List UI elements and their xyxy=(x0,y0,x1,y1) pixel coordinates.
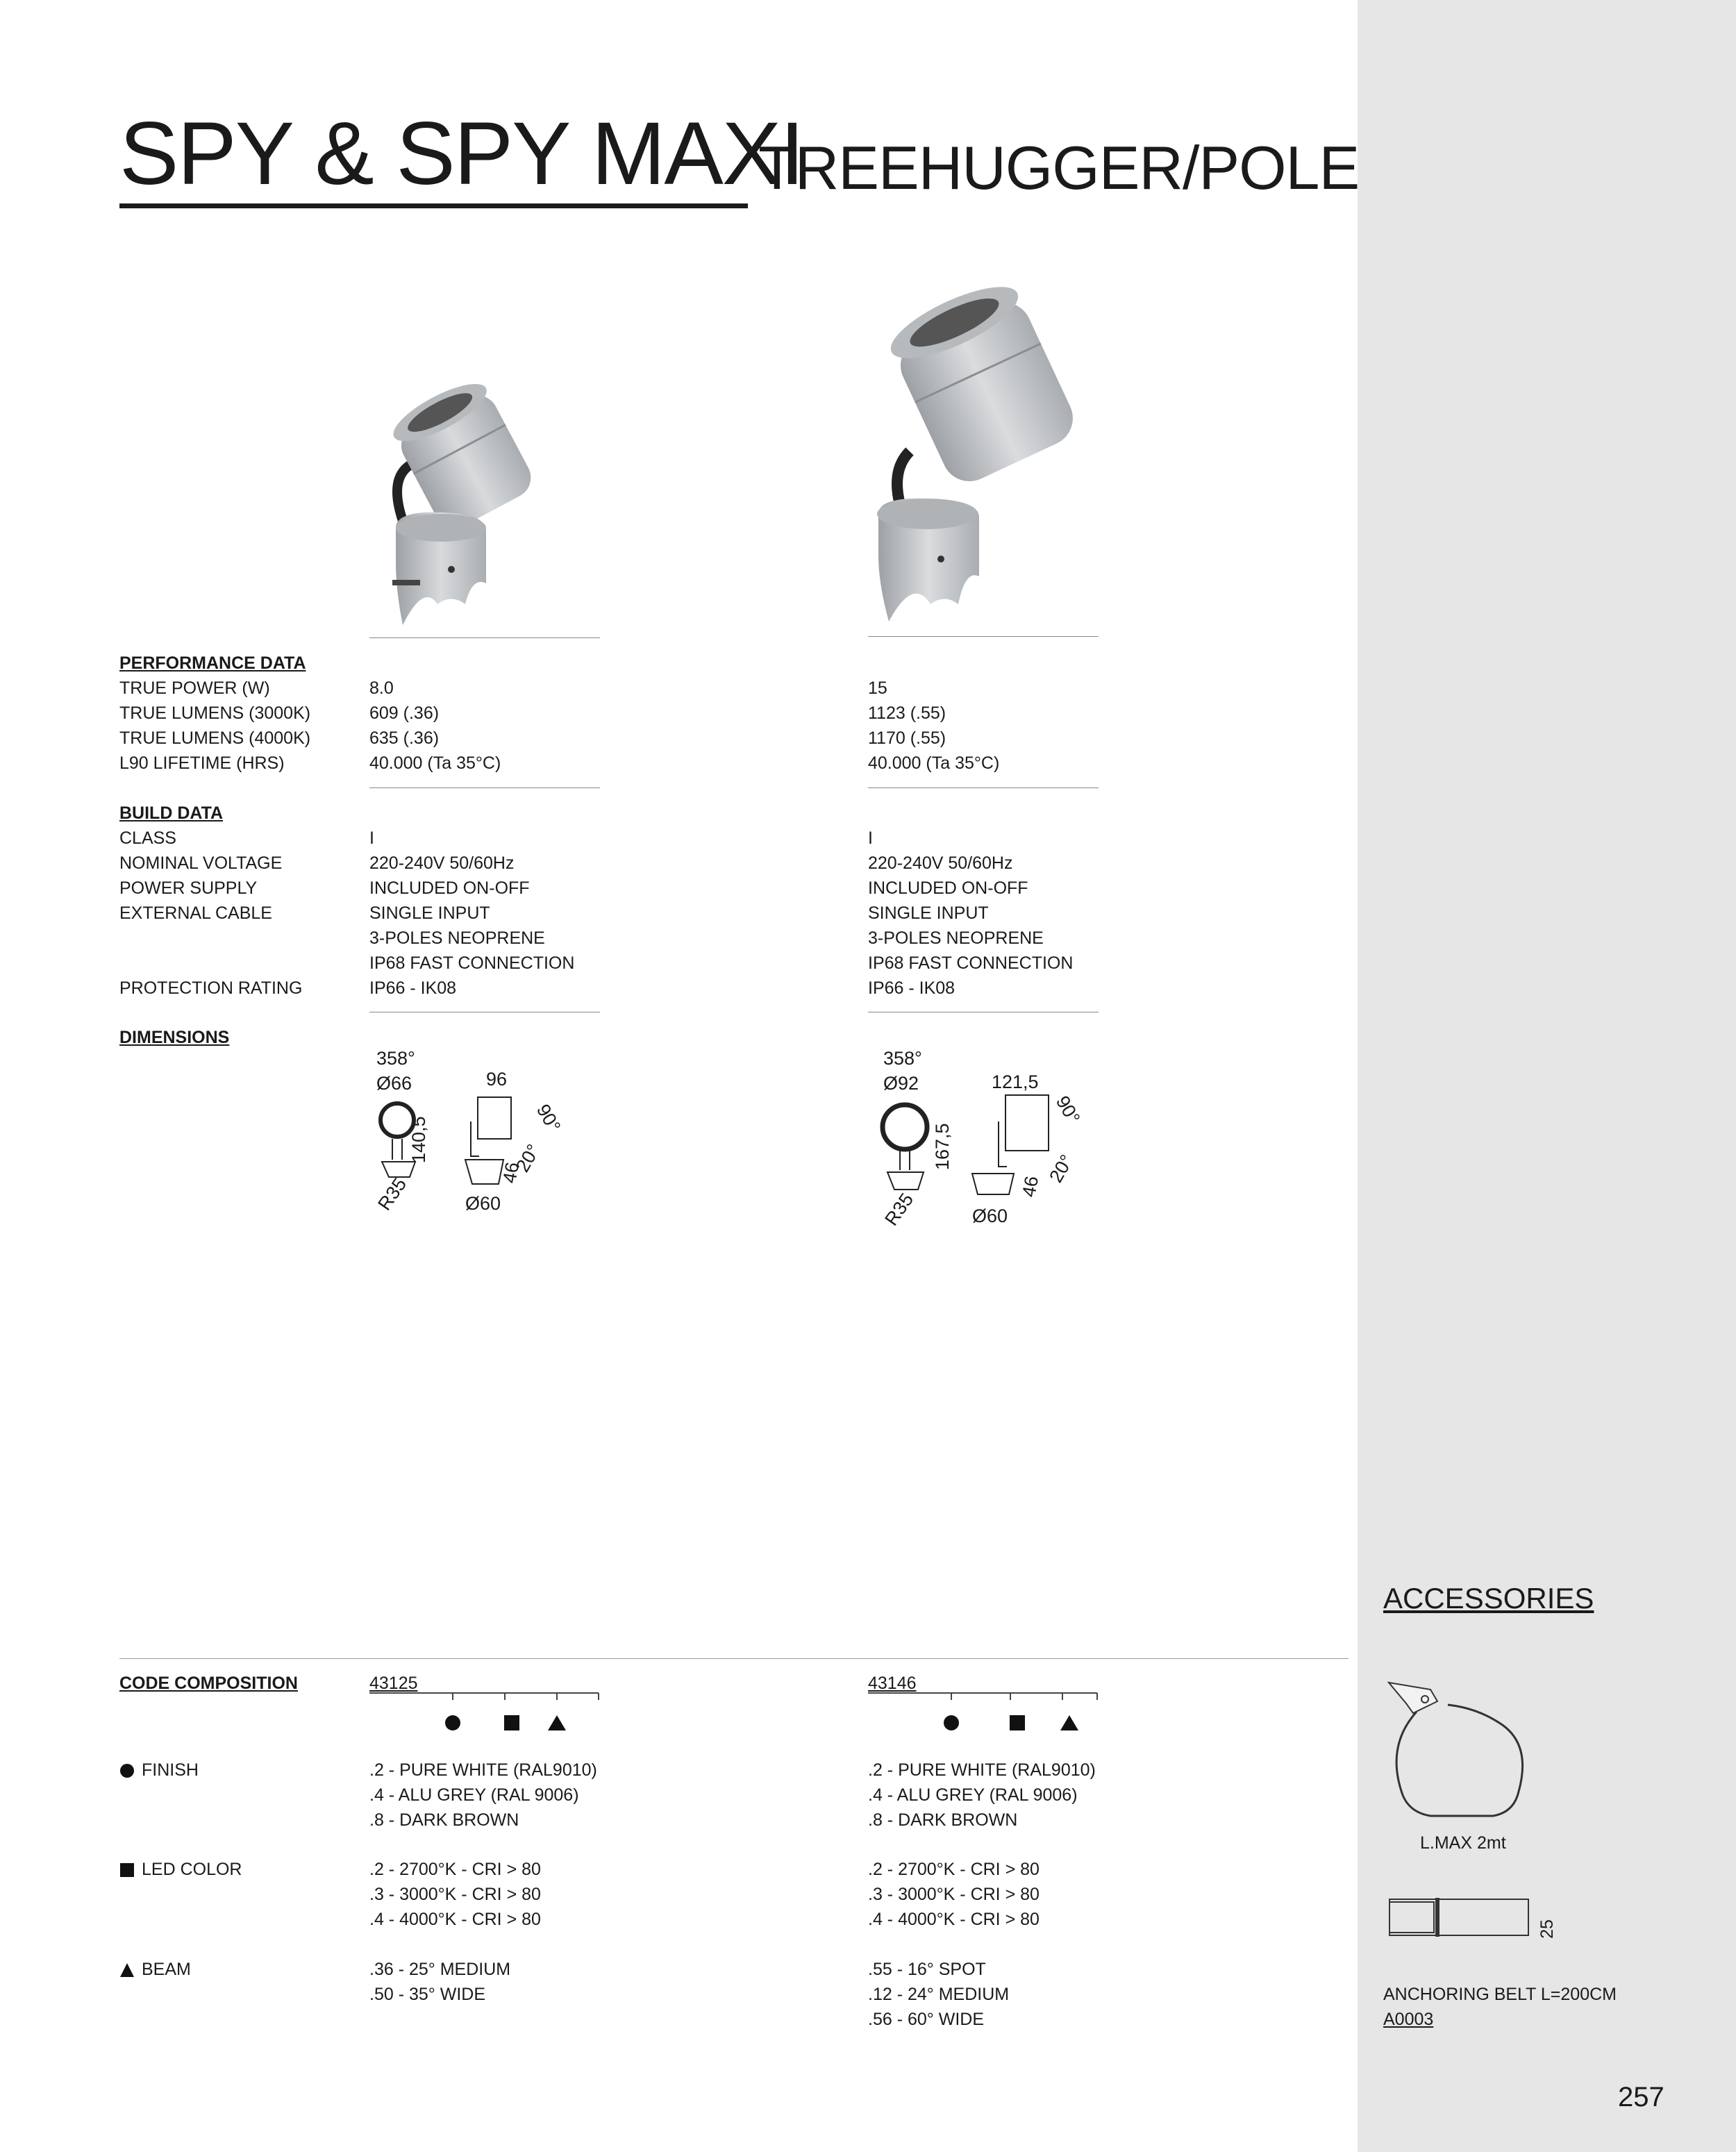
svg-text:46: 46 xyxy=(1018,1174,1043,1199)
svg-text:90°: 90° xyxy=(532,1101,565,1136)
code-section-rule xyxy=(119,1658,1349,1659)
code-heading: CODE COMPOSITION xyxy=(119,1674,298,1693)
svg-text:121,5: 121,5 xyxy=(992,1071,1039,1092)
maxi-image-rule xyxy=(868,636,1099,637)
build-labels: CLASS NOMINAL VOLTAGE POWER SUPPLY EXTERNAL CABLE PROTECTION RATING xyxy=(119,828,303,998)
led-label: LED COLOR xyxy=(119,1857,242,1882)
svg-text:90°: 90° xyxy=(1051,1092,1085,1128)
maxi-performance-values: 15 1123 (.55) 1170 (.55) 40.000 (Ta 35°C) xyxy=(868,678,1000,773)
spy-led-options: .2 - 2700°K - CRI > 80 .3 - 3000°K - CRI > 80 .4 - 4000°K - CRI > 80 xyxy=(369,1860,541,1929)
maxi-build-values: I 220-240V 50/60Hz INCLUDED ON-OFF SINGLE INPUT 3-POLES NEOPRENE IP68 FAST CONNECTION IP66 - IK08 xyxy=(868,828,1074,998)
page-title: SPY & SPY MAXI xyxy=(119,104,803,203)
svg-text:358°: 358° xyxy=(883,1048,922,1069)
svg-text:Ø60: Ø60 xyxy=(972,1206,1008,1226)
beam-label: BEAM xyxy=(119,1957,191,1982)
spy-maxi-product-image xyxy=(861,278,1125,625)
svg-text:358°: 358° xyxy=(376,1048,415,1069)
svg-text:R35: R35 xyxy=(880,1189,918,1230)
accessories-sidebar xyxy=(1358,0,1736,2152)
svg-text:Ø92: Ø92 xyxy=(883,1073,919,1094)
spy-image-rule xyxy=(369,637,600,638)
spy-code: 43125 xyxy=(369,1674,418,1693)
maxi-led-options: .2 - 2700°K - CRI > 80 .3 - 3000°K - CRI > 80 .4 - 4000°K - CRI > 80 xyxy=(868,1860,1040,1929)
svg-text:Ø60: Ø60 xyxy=(465,1193,501,1214)
svg-text:167,5: 167,5 xyxy=(932,1123,953,1170)
page-number: 257 xyxy=(1618,2082,1664,2112)
spy-beam-options: .36 - 25° MEDIUM .50 - 35° WIDE xyxy=(369,1960,511,2004)
svg-text:Ø66: Ø66 xyxy=(376,1073,412,1094)
svg-text:140,5: 140,5 xyxy=(408,1116,429,1163)
spy-code-diagram xyxy=(369,1692,606,1733)
belt-width-label: 25 xyxy=(1537,1919,1557,1939)
maxi-performance-rule xyxy=(868,787,1099,788)
performance-heading: PERFORMANCE DATA xyxy=(119,653,306,673)
maxi-beam-options: .55 - 16° SPOT .12 - 24° MEDIUM .56 - 60° WIDE xyxy=(868,1960,1010,2029)
page-subtitle: TREEHUGGER/POLE xyxy=(758,133,1360,202)
svg-text:46: 46 xyxy=(499,1160,524,1185)
maxi-finish-options: .2 - PURE WHITE (RAL9010) .4 - ALU GREY (RAL 9006) .8 - DARK BROWN xyxy=(868,1760,1096,1830)
spy-build-values: I 220-240V 50/60Hz INCLUDED ON-OFF SINGLE INPUT 3-POLES NEOPRENE IP68 FAST CONNECTION IP66 - IK08 xyxy=(369,828,575,998)
svg-text:R35: R35 xyxy=(374,1174,411,1215)
maxi-code-diagram xyxy=(868,1692,1104,1733)
performance-labels: TRUE POWER (W) TRUE LUMENS (3000K) TRUE LUMENS (4000K) L90 LIFETIME (HRS) xyxy=(119,678,311,773)
spy-product-image xyxy=(361,354,583,632)
svg-text:20°: 20° xyxy=(512,1140,544,1176)
lmax-label: L.MAX 2mt xyxy=(1420,1833,1506,1853)
spy-performance-values: 8.0 609 (.36) 635 (.36) 40.000 (Ta 35°C) xyxy=(369,678,501,773)
spy-performance-rule xyxy=(369,787,600,788)
square-symbol-icon xyxy=(119,1862,135,1878)
circle-symbol-icon xyxy=(119,1763,135,1778)
belt-code: A0003 xyxy=(1383,2010,1434,2029)
triangle-symbol-icon xyxy=(119,1962,135,1978)
finish-label: FINISH xyxy=(119,1758,199,1783)
maxi-dimension-drawing xyxy=(867,1045,1103,1240)
title-underline xyxy=(119,203,748,208)
accessories-title: ACCESSORIES xyxy=(1383,1582,1594,1615)
svg-text:20°: 20° xyxy=(1045,1151,1078,1186)
anchoring-belt-loop-drawing xyxy=(1382,1670,1535,1826)
dimensions-heading: DIMENSIONS xyxy=(119,1028,230,1047)
svg-text:96: 96 xyxy=(486,1069,508,1090)
spy-finish-options: .2 - PURE WHITE (RAL9010) .4 - ALU GREY (RAL 9006) .8 - DARK BROWN xyxy=(369,1760,597,1830)
build-heading: BUILD DATA xyxy=(119,803,224,823)
maxi-code: 43146 xyxy=(868,1674,917,1693)
belt-name: ANCHORING BELT L=200CM xyxy=(1383,1985,1617,2004)
spy-dimension-drawing xyxy=(361,1045,583,1226)
